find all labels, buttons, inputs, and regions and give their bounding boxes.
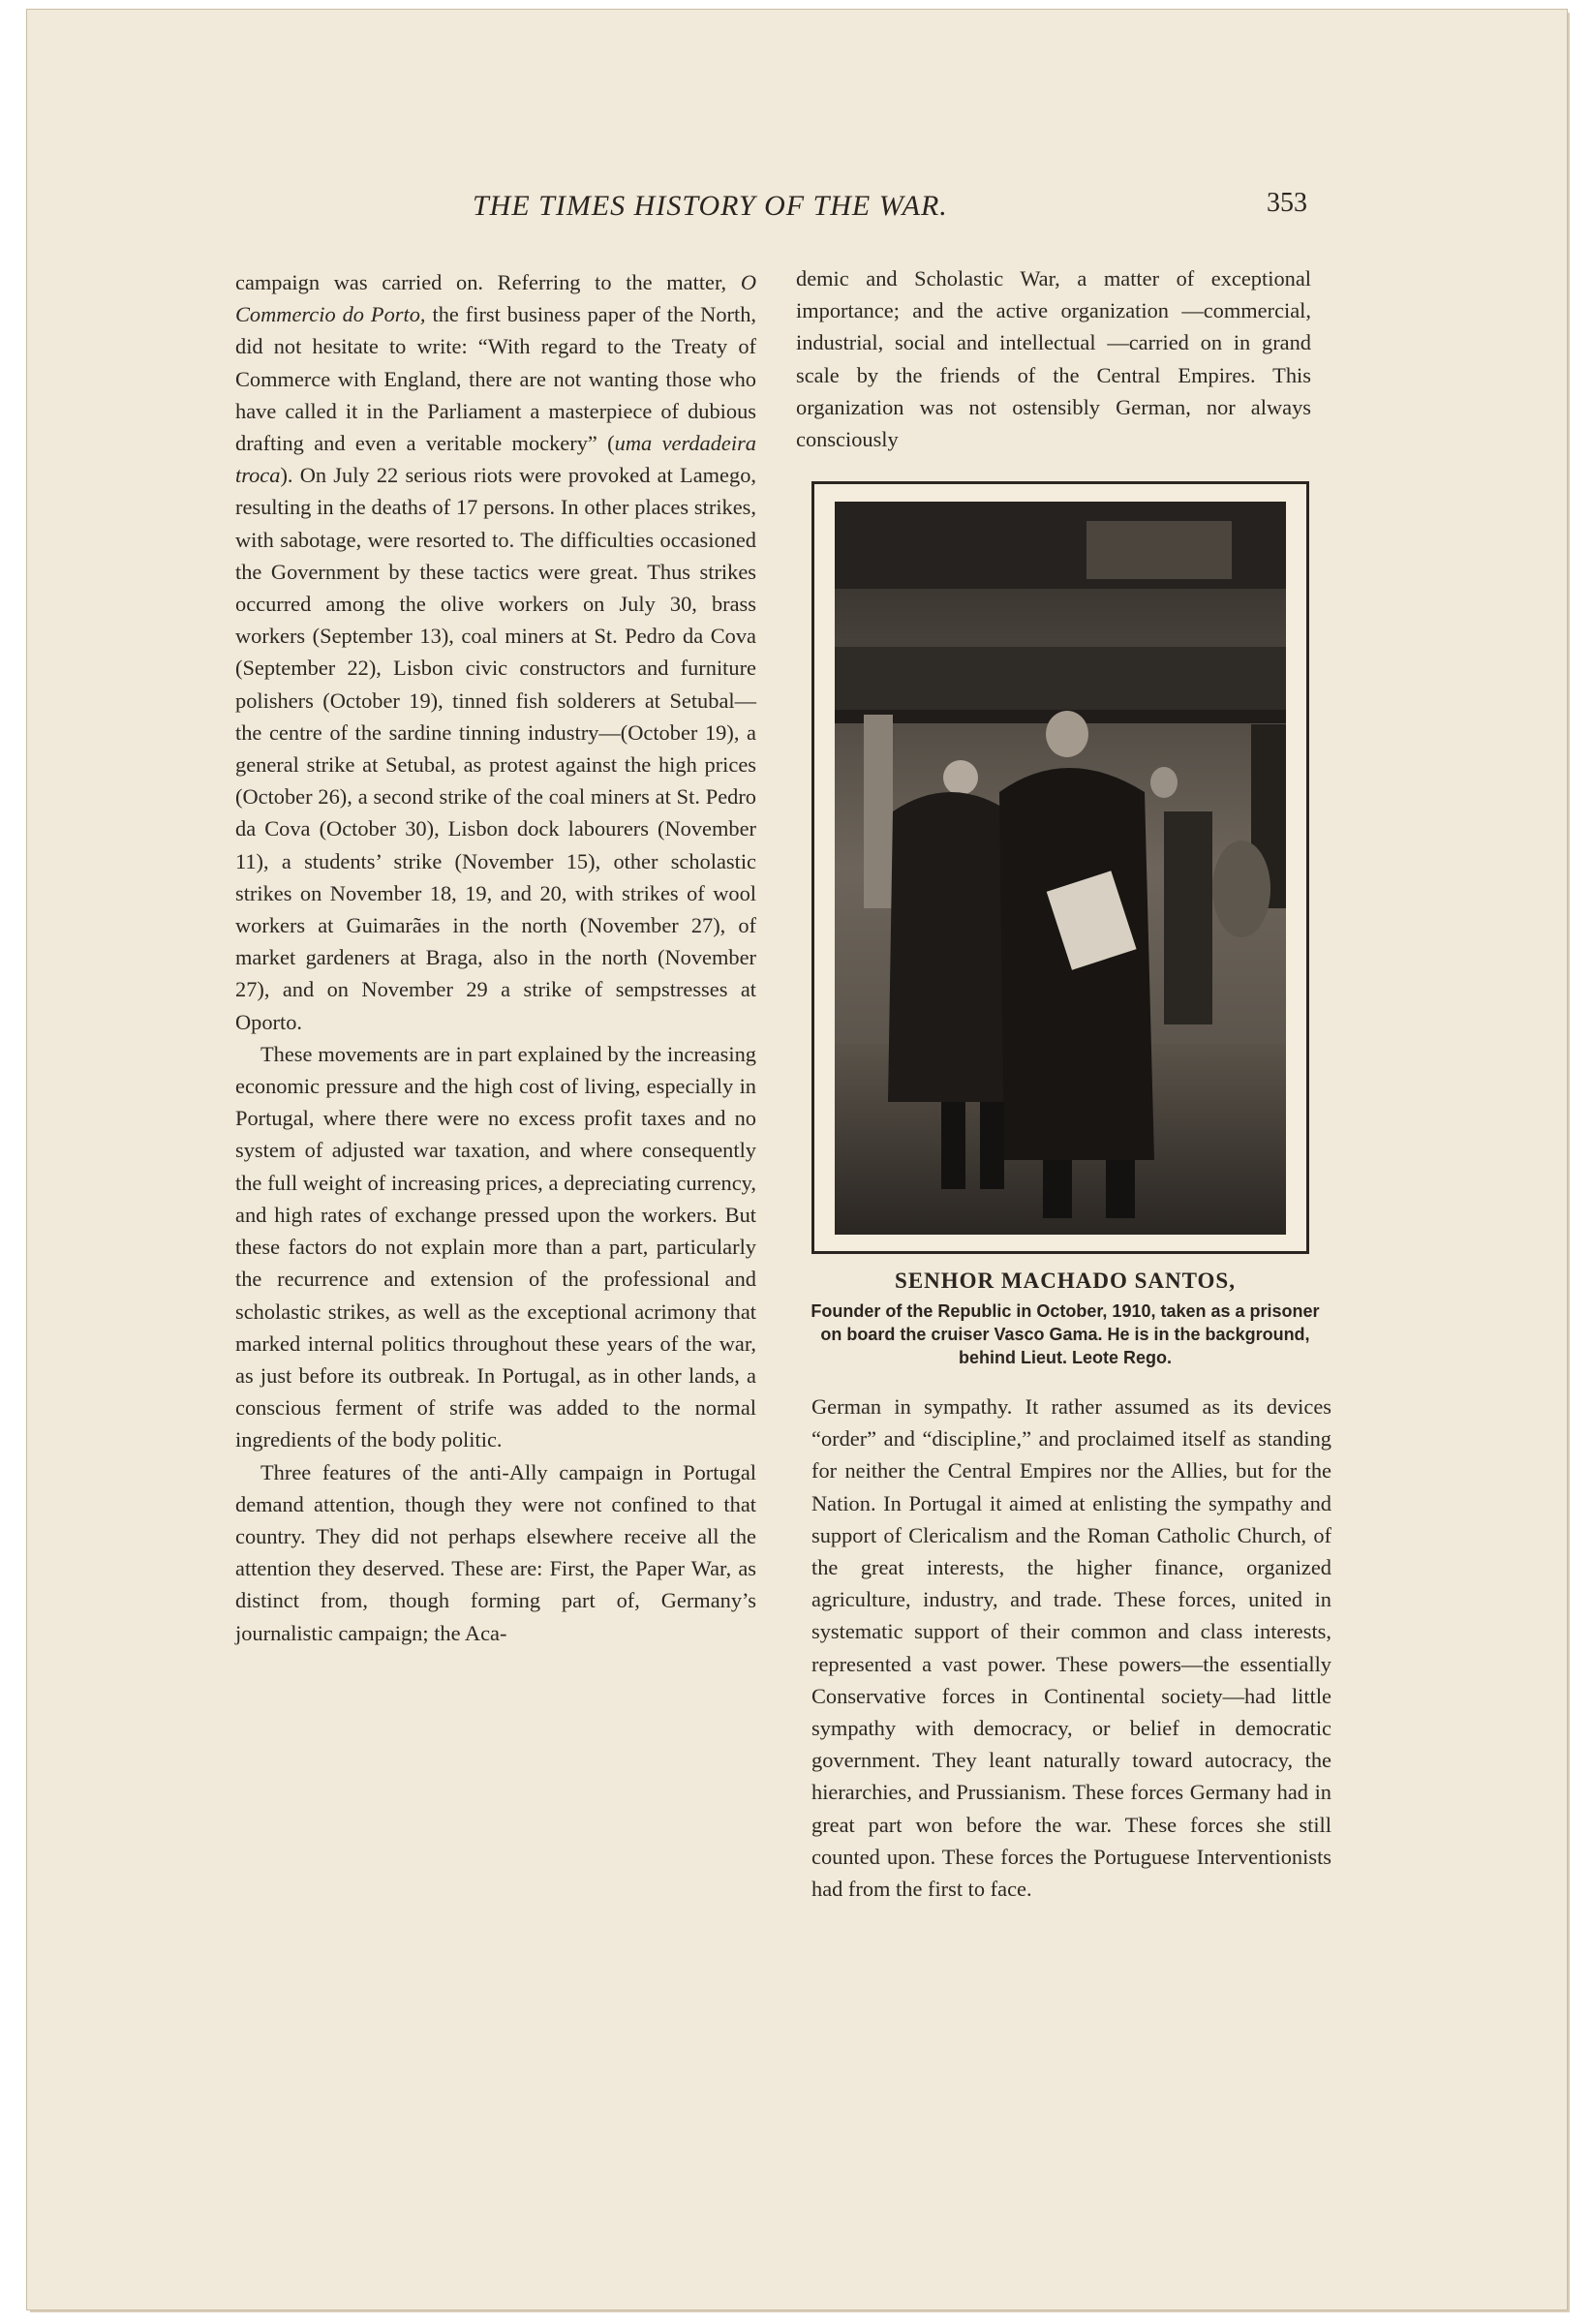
paragraph-1: [235, 266, 756, 1038]
right-column-bottom: [811, 1391, 1331, 1905]
paragraph-5: German in sympathy. It rather assumed as its devices “order” and “discipline,” and proclaimed itself as standing for neither the Central Empires nor the Allies, but for the Nation. In Portugal it aimed at enlisting the sympathy and support of Clericalism and the Roman Catholic Church, of the great interests, the higher finance, organized agriculture, industry, and trade. These forces, united in systematic support of their common and class interests, represented a vast power. These powers—the essentially Conservative forces in Continental society—had little sympathy with democracy, or belief in democratic government. They leant naturally toward autocracy, the hierarchies, and Prussianism. These forces Germany had in great part won before the war. These forces she still counted upon. These forces the Portuguese Interventionists had from the first to face.: [811, 1394, 1331, 1902]
page-number: 353: [1267, 188, 1307, 218]
paragraph-3: Three features of the anti-Ally campaign in Portugal demand attention, though they were not confined to that country. They did not perhaps elsewhere receive all the attention they deserved. These are: First, the Paper War, as distinct from, though forming part of, Germany’s journalistic campaign; the Aca-: [235, 1459, 756, 1645]
photo-frame: [811, 481, 1309, 1254]
figure-caption: [804, 1269, 1327, 1369]
caption-text: Founder of the Republic in October, 1910, taken as a prisoner on board the cruiser Vasco Gama. He is in the background, behind Lieut. Leote Rego.: [811, 1301, 1320, 1367]
photograph-illustration: [835, 502, 1286, 1235]
running-title: THE TIMES HISTORY OF THE WAR.: [473, 190, 948, 222]
paragraph-2: These movements are in part explained by the increasing economic pressure and the high cost of living, especially in Portugal, where there were no excess profit taxes and no system of adjusted war taxation, and where consequently the full weight of increasing prices, a depreciating currency, and high rates of exchange pressed upon the workers. But these factors do not explain more than a part, particularly the recurrence and extension of the professional and scholastic strikes, as well as the exceptional acrimony that marked internal politics throughout these years of the war, as just before its outbreak. In Portugal, as in other lands, a conscious ferment of strife was added to the normal ingredients of the body politic.: [235, 1041, 756, 1452]
right-column-top: [796, 262, 1311, 455]
caption-title: SENHOR MACHADO SANTOS,: [895, 1269, 1236, 1293]
paragraph-1-text-c: ). On July 22 serious riots were provoked at Lamego, resulting in the deaths of 17 persons. In other places strikes, with sabotage, were resorted to. The difficulties occasioned the Government by these tactics were great. Thus strikes occurred among the olive workers on July 30, brass workers (September 13), coal miners at St. Pedro da Cova (September 22), Lisbon civic constructors and furniture polishers (October 19), tinned fish solderers at Setubal—the centre of the sardine tinning industry—(October 19), a general strike at Setubal, as protest against the high prices (October 26), a second strike of the coal miners at St. Pedro da Cova (October 30), Lisbon dock labourers (November 11), a students’ strike (November 15), other scholastic strikes on November 18, 19, and 20, with strikes of wool workers at Guimarães in the north (November 27), of market gardeners at Braga, also in the north (November 27), and on November 29 a strike of sempstresses at Oporto.: [235, 463, 756, 1034]
page-header: [0, 184, 1591, 232]
paragraph-4: demic and Scholastic War, a matter of exceptional importance; and the active organization —commercial, industrial, social and intellectual —carried on in grand scale by the friends of the Central Empires. This organization was not ostensibly German, nor always consciously: [796, 266, 1311, 452]
photograph: [835, 502, 1286, 1235]
newspaper-name: O Commercio do Porto,: [235, 270, 756, 327]
left-column: [235, 266, 756, 1649]
paragraph-1-text-b: the first business paper of the North, did not hesitate to write: “With regard to the Treaty of Commerce with England, there are not wanting those who have called it in the Parliament a masterpiece of dubious drafting and even a veritable mockery” (: [235, 302, 756, 456]
portuguese-quote: uma verdadeira troca: [235, 431, 756, 488]
paragraph-1-text-a: campaign was carried on. Referring to the matter,: [235, 270, 741, 294]
